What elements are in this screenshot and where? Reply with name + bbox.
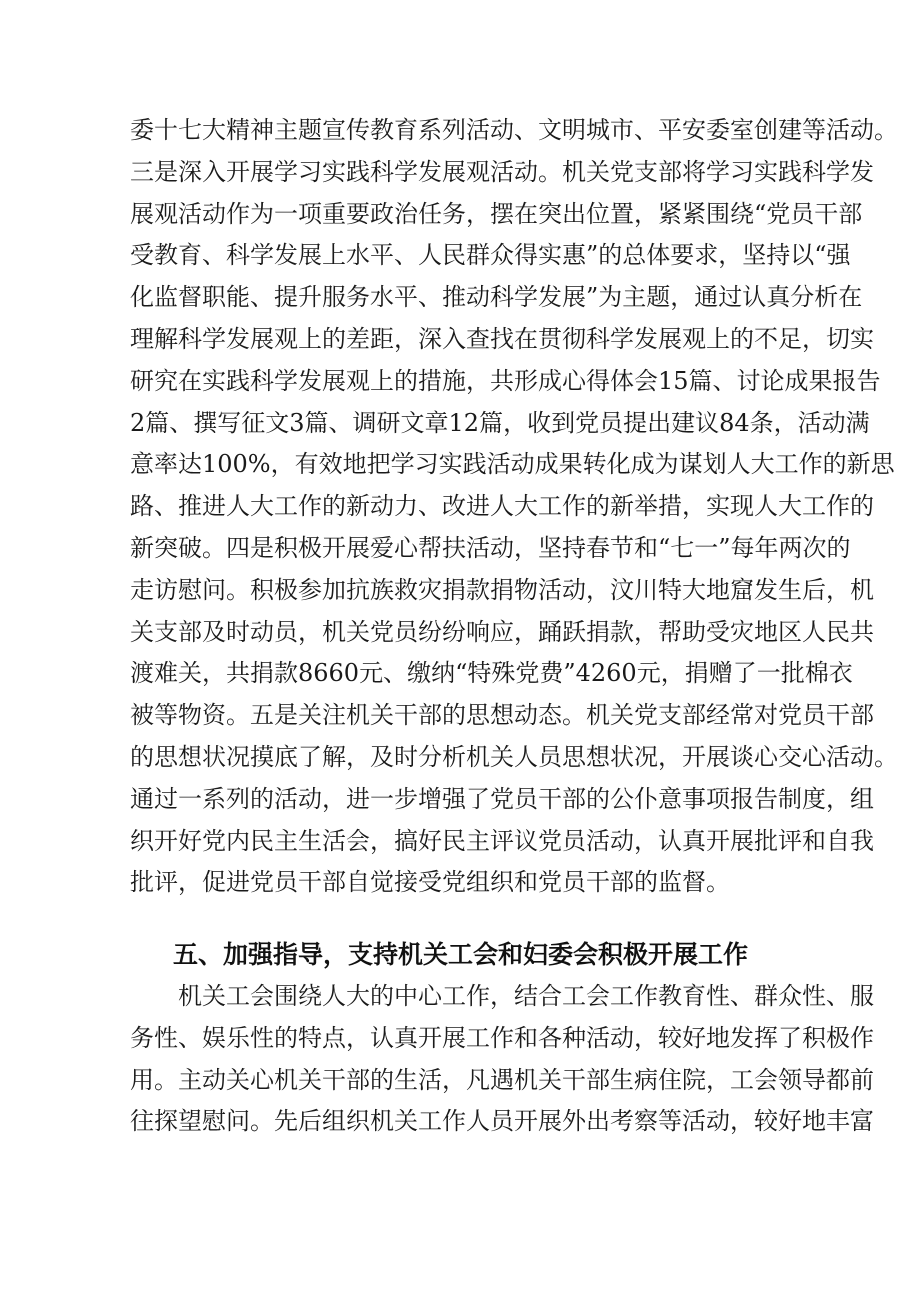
paragraph-line: 化监督职能、提升服务水平、推动科学发展”为主题，通过认真分析在 xyxy=(130,283,863,312)
paragraph-line: 往探望慰问。先后组织机关工作人员开展外出考察等活动，较好地丰富 xyxy=(130,1107,874,1136)
paragraph-line: 研究在实践科学发展观上的措施，共形成心得体会15篇、讨论成果报告 xyxy=(130,366,881,395)
paragraph-line: 务性、娱乐性的特点，认真开展工作和各种活动，较好地发挥了积极作 xyxy=(130,1023,874,1052)
section-heading: 五、加强指导，支持机关工会和妇委会积极开展工作 xyxy=(173,940,749,969)
paragraph-line: 通过一系列的活动，进一步增强了党员干部的公仆意事项报告制度，组 xyxy=(130,784,874,813)
paragraph-line: 委十七大精神主题宣传教育系列活动、文明城市、平安委室创建等活动。 xyxy=(130,116,898,144)
paragraph-line: 受教育、科学发展上水平、人民群众得实惠”的总体要求，坚持以“强 xyxy=(130,241,851,270)
paragraph-line: 被等物资。五是关注机关干部的思想动态。机关党支部经常对党员干部 xyxy=(130,701,874,730)
paragraph-line: 新突破。四是积极开展爱心帮扶活动，坚持春节和“七一”每年两次的 xyxy=(130,534,851,562)
paragraph-line: 关支部及时动员，机关党员纷纷响应，踊跃捐款，帮助受灾地区人民共 xyxy=(130,617,874,646)
paragraph-line: 批评，促进党员干部自觉接受党组织和党员干部的监督。 xyxy=(130,868,730,897)
paragraph-line: 用。主动关心机关干部的生活，凡遇机关干部生病住院，工会领导都前 xyxy=(130,1065,874,1094)
paragraph-line: 织开好党内民主生活会，搞好民主评议党员活动，认真开展批评和自我 xyxy=(130,826,874,855)
paragraph-line: 2篇、撰写征文3篇、调研文章12篇，收到党员提出建议84条，活动满 xyxy=(130,408,870,437)
paragraph-line: 展观活动作为一项重要政治任务，摆在突出位置，紧紧围绕“党员干部 xyxy=(130,199,863,228)
paragraph-line: 渡难关，共捐款8660元、缴纳“特殊党费”4260元，捐赠了一批棉衣 xyxy=(130,659,853,688)
paragraph-line: 机关工会围绕人大的中心工作，结合工会工作教育性、群众性、服 xyxy=(178,982,874,1010)
paragraph-line: 理解科学发展观上的差距，深入查找在贯彻科学发展观上的不足，切实 xyxy=(130,325,874,353)
paragraph-line: 走访慰问。积极参加抗族救灾捐款捐物活动，汶川特大地窟发生后，机 xyxy=(130,575,874,604)
paragraph-line: 的思想状况摸底了解，及时分析机关人员思想状况，开展谈心交心活动。 xyxy=(130,743,898,771)
paragraph-line: 三是深入开展学习实践科学发展观活动。机关党支部将学习实践科学发 xyxy=(130,157,874,186)
paragraph-line: 意率达100%，有效地把学习实践活动成果转化成为谋划人大工作的新思 xyxy=(130,450,895,479)
paragraph-line: 路、推进人大工作的新动力、改进人大工作的新举措，实现人大工作的 xyxy=(130,492,874,521)
